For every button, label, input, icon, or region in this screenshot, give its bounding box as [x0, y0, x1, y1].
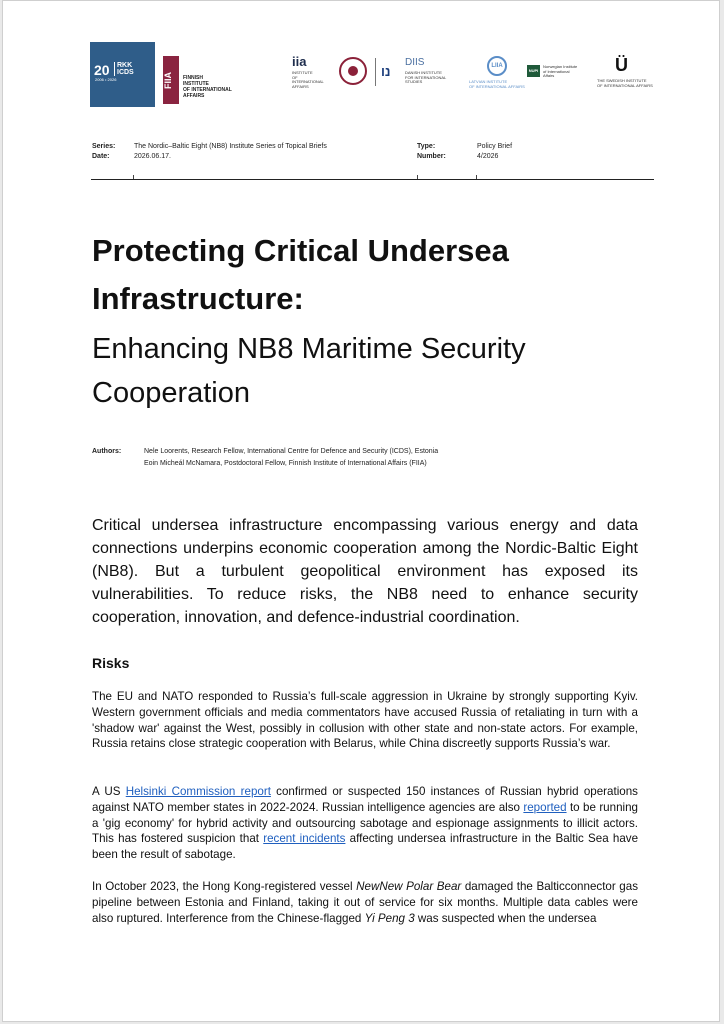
nupi-logo-text: Norwegian Institute of International Affairs	[543, 64, 578, 78]
hebrew-institute-logo: נו	[381, 64, 391, 79]
document-title: Protecting Critical Undersea Infrastructure:	[92, 233, 509, 316]
fiia-logo-letters: FIIA	[163, 72, 173, 90]
lead-paragraph: Critical undersea infrastructure encompassing various energy and data connections underpins economic cooperation among the Nordic-Baltic Eight (NB8). But a turbulent geopolitical environment has exposed its vulnerabilities. To reduce risks, the NB8 need to enhance security cooperation, innovation, and defence-industrial coordination.	[92, 517, 638, 626]
series-label: Series:	[92, 143, 116, 150]
diis-logo-text: DANISH INSTITUTE FOR INTERNATIONAL STUDIES	[405, 70, 447, 84]
author-entry: Nele Loorents, Research Fellow, International Centre for Defence and Security (ICDS), Estonia	[144, 448, 439, 455]
author-entry: Eoin Micheál McNamara, Postdoctoral Fellow, Finnish Institute of International Affairs (FIIA)	[144, 460, 427, 467]
liia-logo: LIIA	[487, 56, 507, 76]
logo-divider	[375, 58, 376, 86]
document-subtitle: Enhancing NB8 Maritime Security Cooperation	[92, 333, 526, 409]
nupi-logo: NUPI	[527, 65, 540, 77]
meta-divider-tick	[476, 175, 477, 179]
reported-link[interactable]: reported	[523, 800, 567, 814]
iia-logo-text: INSTITUTE OF INTERNATIONAL AFFAIRS	[292, 70, 324, 89]
body-paragraph: A US Helsinki Commission report confirmed or suspected 150 instances of Russian hybrid operations against NATO member states in 2022-2024. Russian intelligence agencies are also reported to be running a 'gig economy' for hybrid activity and outsourcing sabotage and espionage assignments to illicit actors. This has fostered suspicion that recent incidents affecting undersea infrastructure in the Baltic Sea have been the result of sabotage.	[92, 785, 639, 862]
date-value: 2026.06.17.	[134, 153, 171, 160]
vessel-name: NewNew Polar Bear	[356, 880, 462, 893]
body-paragraph: In October 2023, the Hong Kong-registered vessel NewNew Polar Bear damaged the Balticconnector gas pipeline between Estonia and Finland, taking it out of service for six months. Multiple data cables were also ruptured. Interference from the Chinese-flagged Yi Peng 3 was suspected when the undersea	[92, 880, 638, 925]
fiia-logo-text: FINNISH INSTITUTE OF INTERNATIONAL AFFAIRS	[183, 75, 232, 99]
iia-logo: iia	[292, 54, 307, 69]
number-label: Number:	[417, 153, 446, 160]
liia-logo-text: LATVIAN INSTITUTE OF INTERNATIONAL AFFAIRS	[469, 79, 525, 89]
icds-logo-divider	[114, 62, 115, 76]
icds-logo-abbr: RKK ICDS	[117, 62, 134, 76]
series-value: The Nordic–Baltic Eight (NB8) Institute Series of Topical Briefs	[134, 143, 327, 150]
meta-divider	[91, 179, 654, 180]
icds-logo-year: 20	[94, 62, 110, 78]
icds-logo	[90, 42, 155, 107]
diis-logo: DIIS	[405, 57, 425, 68]
meta-divider-tick	[417, 175, 418, 179]
date-label: Date:	[92, 153, 110, 160]
vessel-name: Yi Peng 3	[364, 911, 415, 925]
type-label: Type:	[417, 143, 436, 150]
icds-logo-sub: 2006 • 2026	[95, 77, 117, 82]
meta-divider-tick	[133, 175, 134, 179]
body-paragraph: The EU and NATO responded to Russia’s full-scale aggression in Ukraine by strongly supporting Kyiv. Western government officials and media commentators have accused Russia of retaliating in turn with a 'shadow war' against the West, possibly in collusion with other state and non-state actors. For example, Russia retains close strategic cooperation with Belarus, while China discreetly supports Russia’s war.	[92, 690, 638, 751]
university-seal-logo	[339, 57, 367, 85]
ui-logo: Ü	[615, 55, 628, 75]
document-page	[2, 0, 720, 1022]
ui-logo-text: THE SWEDISH INSTITUTE OF INTERNATIONAL AFFAIRS	[597, 78, 653, 88]
type-value: Policy Brief	[477, 143, 513, 150]
recent-incidents-link[interactable]: recent incidents	[263, 832, 346, 846]
section-heading: Risks	[92, 655, 130, 671]
number-value: 4/2026	[477, 153, 499, 160]
authors-label: Authors:	[92, 448, 122, 455]
helsinki-commission-report-link[interactable]: Helsinki Commission report	[125, 785, 271, 798]
